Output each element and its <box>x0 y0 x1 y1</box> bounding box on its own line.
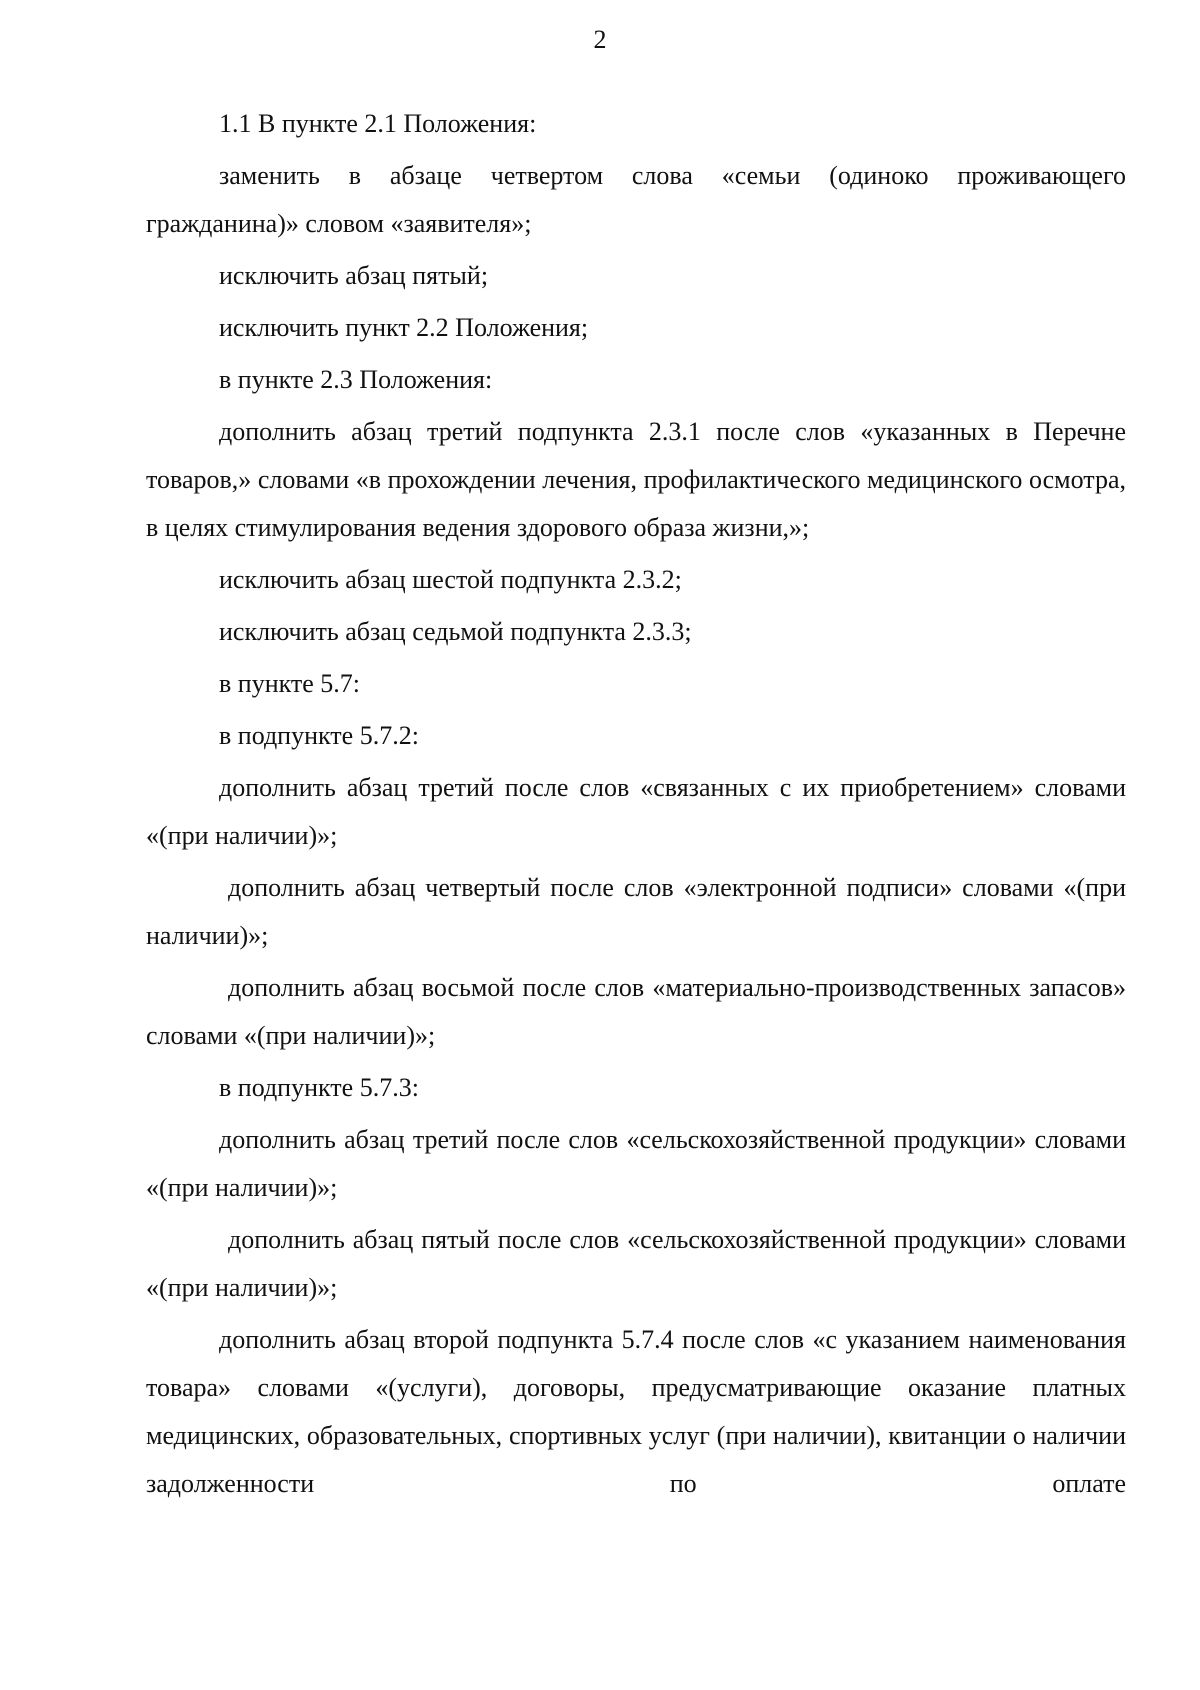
paragraph-6: дополнить абзац третий подпункта 2.3.1 после слов «указанных в Перечне товаров,» словами «в прохождении лечения, профилактического медицинского осмотра, в целях стимулирования ведения здорового образа жизни,»; <box>146 417 1126 542</box>
paragraph-9: в пункте 5.7: <box>219 669 361 698</box>
paragraph-15: дополнить абзац третий после слов «сельскохозяйственной продукции» словами «(при наличии)»; <box>146 1125 1126 1202</box>
paragraph-1: 1.1 В пункте 2.1 Положения: <box>219 109 537 138</box>
paragraph-16: дополнить абзац пятый после слов «сельскохозяйственной продукции» словами «(при наличии)»; <box>146 1225 1126 1302</box>
paragraph-8: исключить абзац седьмой подпункта 2.3.3; <box>219 617 692 646</box>
paragraph-17: дополнить абзац второй подпункта 5.7.4 после слов «с указанием наименования товара» словами «(услуги), договоры, предусматривающие оказание платных медицинских, образовательных, спортивных услуг (при наличии), квитанции о наличии задолженности по оплате <box>146 1325 1126 1498</box>
paragraph-2: заменить в абзаце четвертом слова «семьи (одиноко проживающего гражданина)» словом «заявителя»; <box>146 161 1126 238</box>
paragraph-7: исключить абзац шестой подпункта 2.3.2; <box>219 565 682 594</box>
page-number: 2 <box>593 25 607 54</box>
paragraph-13: дополнить абзац восьмой после слов «материально-производственных запасов» словами «(при наличии)»; <box>146 973 1126 1050</box>
paragraph-4: исключить пункт 2.2 Положения; <box>219 313 589 342</box>
document-body <box>146 100 1126 1512</box>
paragraph-5: в пункте 2.3 Положения: <box>219 365 493 394</box>
paragraph-14: в подпункте 5.7.3: <box>219 1073 419 1102</box>
paragraph-10: в подпункте 5.7.2: <box>219 721 419 750</box>
paragraph-11: дополнить абзац третий после слов «связанных с их приобретением» словами «(при наличии)»; <box>146 773 1126 850</box>
paragraph-3: исключить абзац пятый; <box>219 261 489 290</box>
paragraph-12: дополнить абзац четвертый после слов «электронной подписи» словами «(при наличии)»; <box>146 873 1126 950</box>
